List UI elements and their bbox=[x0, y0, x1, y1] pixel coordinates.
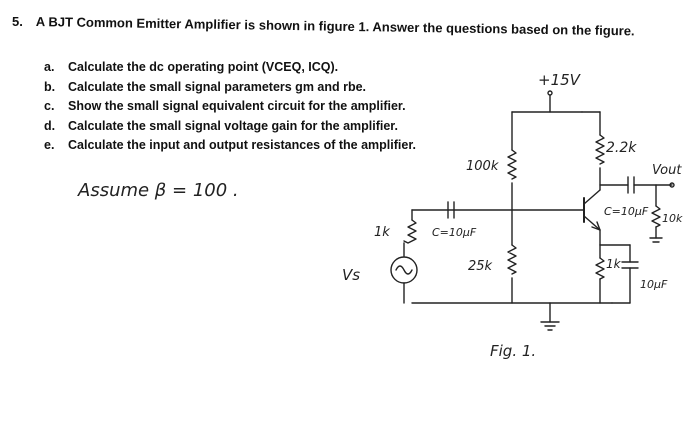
rc-resistor bbox=[596, 135, 604, 164]
part-a-label: a. bbox=[44, 60, 55, 74]
r2-resistor bbox=[508, 245, 516, 274]
vs-label: Vs bbox=[342, 266, 361, 284]
rs-resistor bbox=[404, 220, 416, 243]
re-label: 1k bbox=[606, 257, 621, 271]
vout-label: Vout bbox=[652, 163, 682, 178]
part-b-text: Calculate the small signal parameters gm and rbe. bbox=[68, 79, 367, 94]
rl-resistor bbox=[652, 206, 660, 227]
supply-label: +15V bbox=[538, 71, 580, 89]
r2-label: 25k bbox=[468, 259, 493, 274]
part-d-label: d. bbox=[44, 118, 56, 133]
rs-label: 1k bbox=[374, 225, 390, 240]
part-e-text: Calculate the input and output resistances of the amplifier. bbox=[68, 138, 416, 152]
figure-caption: Fig. 1. bbox=[490, 342, 537, 360]
question-number: 5. bbox=[12, 14, 23, 29]
r1-label: 100k bbox=[466, 159, 499, 174]
bjt-collector bbox=[584, 190, 600, 204]
part-c-label: c. bbox=[44, 99, 55, 113]
supply-terminal bbox=[548, 91, 552, 95]
ce-label: 10μF bbox=[640, 278, 668, 291]
part-b-label: b. bbox=[44, 79, 56, 94]
r1-resistor bbox=[508, 150, 516, 179]
rl-label: 10k bbox=[662, 212, 683, 225]
rc-label: 2.2k bbox=[606, 140, 637, 156]
part-e-label: e. bbox=[44, 138, 55, 152]
cin-label: C=10μF bbox=[432, 226, 477, 239]
ac-sine-icon bbox=[396, 266, 412, 274]
re-resistor bbox=[596, 258, 604, 279]
part-d-text: Calculate the small signal voltage gain for the amplifier. bbox=[68, 118, 398, 133]
cout-label: C=10μF bbox=[604, 205, 649, 218]
part-c-text: Show the small signal equivalent circuit for the amplifier. bbox=[68, 99, 406, 113]
question-text: A BJT Common Emitter Amplifier is shown in figure 1. Answer the questions based on the figure. bbox=[35, 14, 635, 39]
part-a-text: Calculate the dc operating point (VCEQ, ICQ). bbox=[68, 60, 339, 74]
assumption-text: Assume β = 100 . bbox=[78, 180, 239, 201]
